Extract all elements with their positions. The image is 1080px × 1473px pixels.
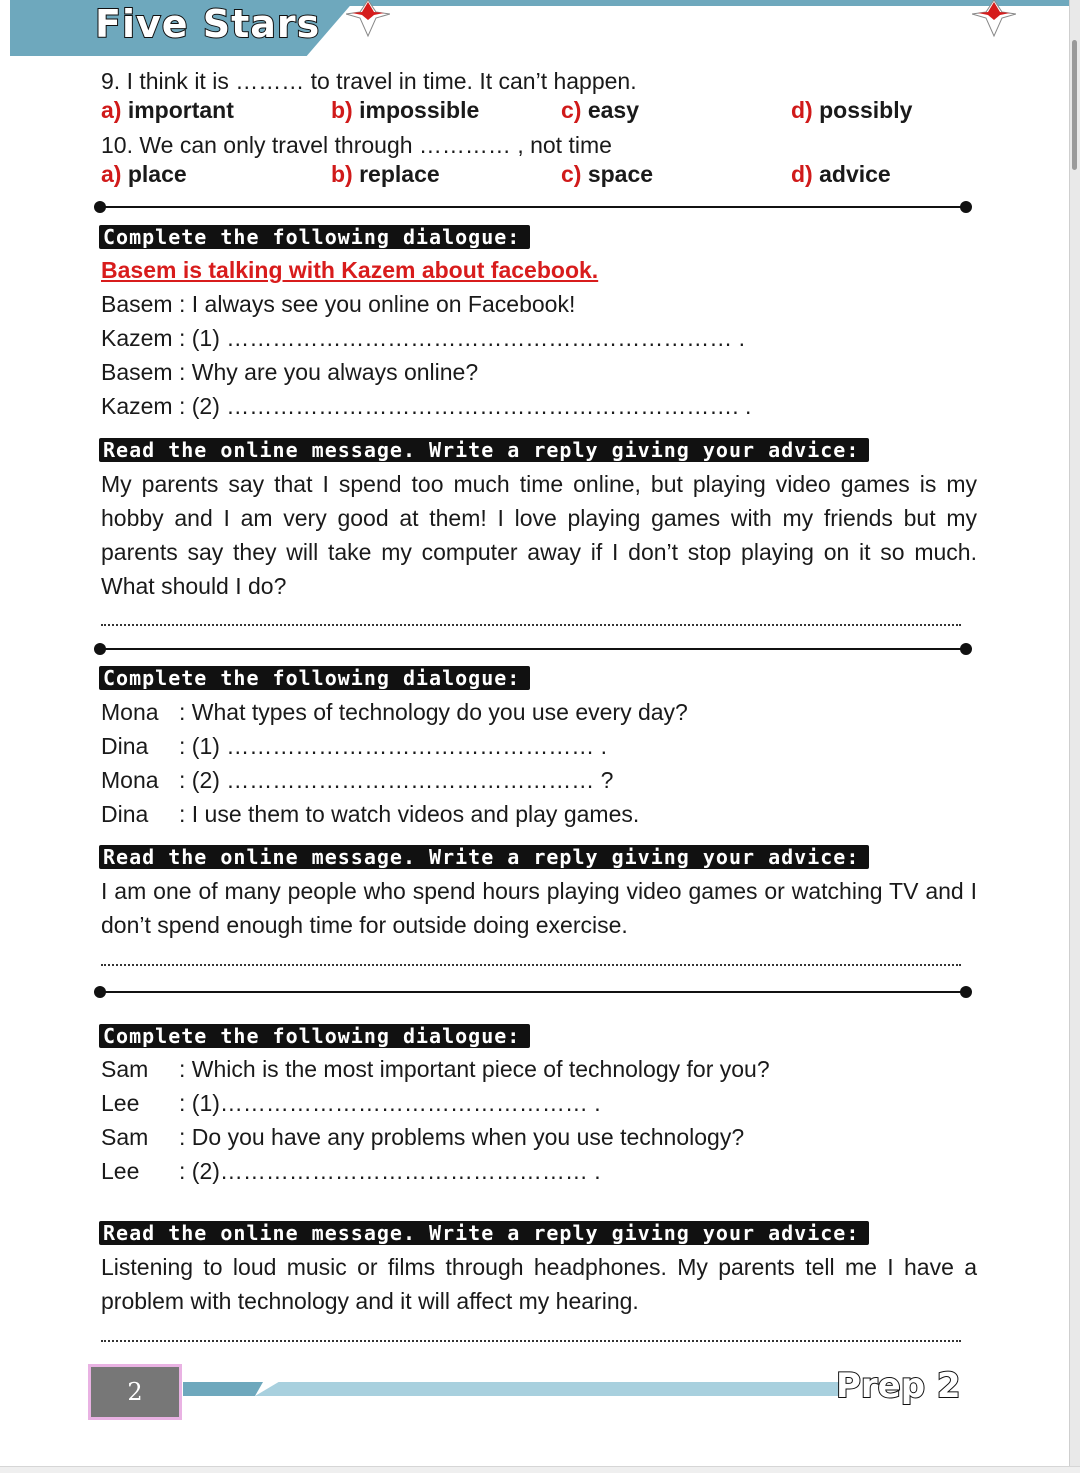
online-message: I am one of many people who spend hours playing video games or watching TV and I don’t spend enough time for outside doing exercise. — [101, 878, 977, 938]
question-9: 9. I think it is ……… to travel in time. It can’t happen. — [101, 68, 637, 94]
section-label: Read the online message. Write a reply giving your advice: — [99, 1221, 869, 1245]
scrollbar[interactable] — [1069, 0, 1080, 1473]
footer-bar — [183, 1382, 263, 1396]
section-label: Read the online message. Write a reply giving your advice: — [99, 845, 869, 869]
option-c[interactable]: c) easy — [561, 97, 640, 123]
online-message: Listening to loud music or films through headphones. My parents tell me I have a problem with technology and it will affect my hearing. — [101, 1254, 977, 1314]
question-10: 10. We can only travel through ………… , not time — [101, 132, 612, 158]
footer-bar — [255, 1382, 845, 1396]
question-9-options — [101, 97, 981, 127]
section-divider — [100, 991, 966, 993]
dialogue-line: Basem : I always see you online on Facebook! — [101, 291, 576, 317]
option-c[interactable]: c) space — [561, 161, 654, 187]
question-10-options — [101, 161, 981, 191]
dialogue-line: Sam : Which is the most important piece of technology for you? — [101, 1056, 770, 1082]
dialogue-line: Mona : What types of technology do you use every day? — [101, 699, 688, 725]
dialogue-line: Sam : Do you have any problems when you use technology? — [101, 1124, 745, 1150]
dialogue-answer-line[interactable]: Kazem : (1) ………………………………………………………… . — [101, 325, 746, 351]
option-b[interactable]: b) impossible — [331, 97, 480, 123]
online-message: My parents say that I spend too much time online, but playing video games is my hobby and I am very good at them! I love playing games with my friends but my parents say they will take my computer away if I don’t stop playing on it so much. What should I do? — [101, 471, 977, 599]
brand-title: Five Stars — [95, 2, 321, 46]
dialogue-answer-line[interactable]: Lee : (1)………………………………………… . — [101, 1090, 601, 1116]
scrollbar-thumb[interactable] — [1072, 40, 1077, 170]
section-label: Complete the following dialogue: — [99, 666, 530, 690]
dialogue-answer-line[interactable]: Mona : (2) ………………………………………… ? — [101, 767, 614, 793]
star-icon — [972, 0, 1016, 40]
section-label: Complete the following dialogue: — [99, 225, 530, 249]
dialogue-answer-line[interactable]: Lee : (2)………………………………………… . — [101, 1158, 601, 1184]
dialogue-answer-line[interactable]: Kazem : (2) …………………………………………………………. . — [101, 393, 752, 419]
option-d[interactable]: d) advice — [791, 161, 891, 187]
level-label: Prep 2 — [836, 1366, 961, 1406]
answer-line[interactable] — [101, 620, 961, 626]
section-divider — [100, 648, 966, 650]
dialogue-answer-line[interactable]: Dina : (1) ………………………………………… . — [101, 733, 608, 759]
option-d[interactable]: d) possibly — [791, 97, 913, 123]
answer-line[interactable] — [101, 1336, 961, 1342]
page-number: 2 — [88, 1364, 182, 1420]
dialogue-line: Dina : I use them to watch videos and play games. — [101, 801, 640, 827]
answer-line[interactable] — [101, 960, 961, 966]
dialogue-subtitle: Basem is talking with Kazem about facebook. — [101, 257, 599, 283]
section-label: Read the online message. Write a reply giving your advice: — [99, 438, 869, 462]
star-icon — [346, 0, 390, 40]
section-label: Complete the following dialogue: — [99, 1024, 530, 1048]
dialogue-line: Basem : Why are you always online? — [101, 359, 479, 385]
option-a[interactable]: a) important — [101, 97, 234, 123]
page-bottom-edge — [0, 1466, 1080, 1473]
option-b[interactable]: b) replace — [331, 161, 440, 187]
option-a[interactable]: a) place — [101, 161, 187, 187]
section-divider — [100, 206, 966, 208]
